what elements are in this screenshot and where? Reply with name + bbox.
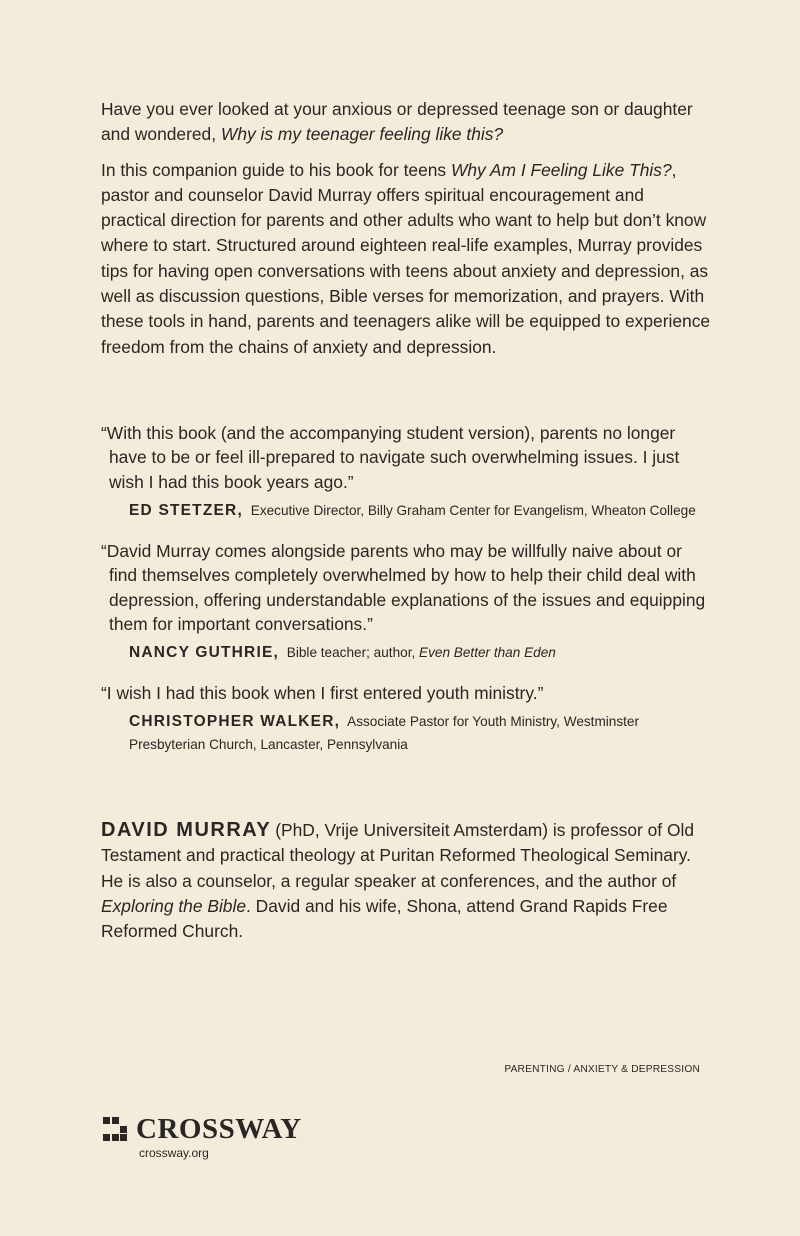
intro-question: Why is my teenager feeling like this? [220, 124, 504, 145]
endorsement [101, 421, 711, 523]
intro-text: , pastor and counselor David Murray offers spiritual encouragement and practical direction for parents and other adults who want to help but don’t know where to start. Structured around eighteen real-life examples, Murray provides tips for having open conversations with teens about anxiety and depression, as well as discussion questions, Bible verses for memorization, and prayers. With these tools in hand, parents and teenagers alike will be equipped to experience freedom from the chains of anxiety and depression. [101, 159, 711, 357]
endorsement [101, 539, 711, 665]
endorsement-attribution [129, 500, 711, 523]
endorsement-quote: “With this book (and the accompanying student version), parents no longer have to be or feel ill-prepared to navigate such overwhelming issues. I just wish I had this book years ago.” [101, 423, 680, 492]
publisher-url: crossway.org [139, 1146, 209, 1160]
endorsement [101, 681, 711, 756]
bio-text: (PhD, Vrije Universiteit Amsterdam) is professor of Old Testament and practical theology at Puritan Reformed Theological Seminary. He is also a counselor, a regular speaker at conferences, and the author of [101, 820, 695, 891]
endorser-name: NANCY GUTHRIE, [129, 644, 279, 662]
endorsement-attribution [129, 711, 711, 756]
companion-book-title: Why Am I Feeling Like This? [450, 159, 672, 180]
intro-text: In this companion guide to his book for teens [101, 159, 451, 180]
endorser-book-title: Even Better than Eden [419, 645, 556, 661]
endorsement-quote: “I wish I had this book when I first entered youth ministry.” [101, 682, 544, 703]
publisher-logo [103, 1114, 302, 1160]
book-description [101, 97, 711, 360]
endorser-role: Associate Pastor for Youth Ministry, Westminster Presbyterian Church, Lancaster, Pennsylvania [129, 714, 640, 752]
intro-text: Have you ever looked at your anxious or depressed teenage son or daughter and wondered, [101, 99, 693, 145]
endorsement-attribution [129, 642, 711, 665]
endorsements [101, 421, 711, 772]
crossway-mark-icon [103, 1117, 127, 1141]
category-label: PARENTING / ANXIETY & DEPRESSION [504, 1064, 700, 1075]
endorser-role: Bible teacher; author, [286, 645, 420, 661]
endorser-name: CHRISTOPHER WALKER, [129, 713, 341, 731]
intro-paragraph-1 [101, 97, 711, 148]
endorsement-quote: “David Murray comes alongside parents who may be willfully naive about or find themselves completely overwhelmed by how to help their child deal with depression, offering understandable explanations of the issues and equipping them for important conversations.” [101, 540, 706, 634]
publisher-name: CROSSWAY [136, 1113, 302, 1145]
bio-book-title: Exploring the Bible [101, 895, 247, 916]
author-bio [101, 818, 711, 944]
author-name: DAVID MURRAY [101, 819, 272, 841]
bio-text: . David and his wife, Shona, attend Grand Rapids Free Reformed Church. [101, 895, 668, 942]
endorser-role: Executive Director, Billy Graham Center for Evangelism, Wheaton College [250, 503, 696, 519]
intro-paragraph-2 [101, 158, 711, 360]
endorser-name: ED STETZER, [129, 502, 243, 520]
